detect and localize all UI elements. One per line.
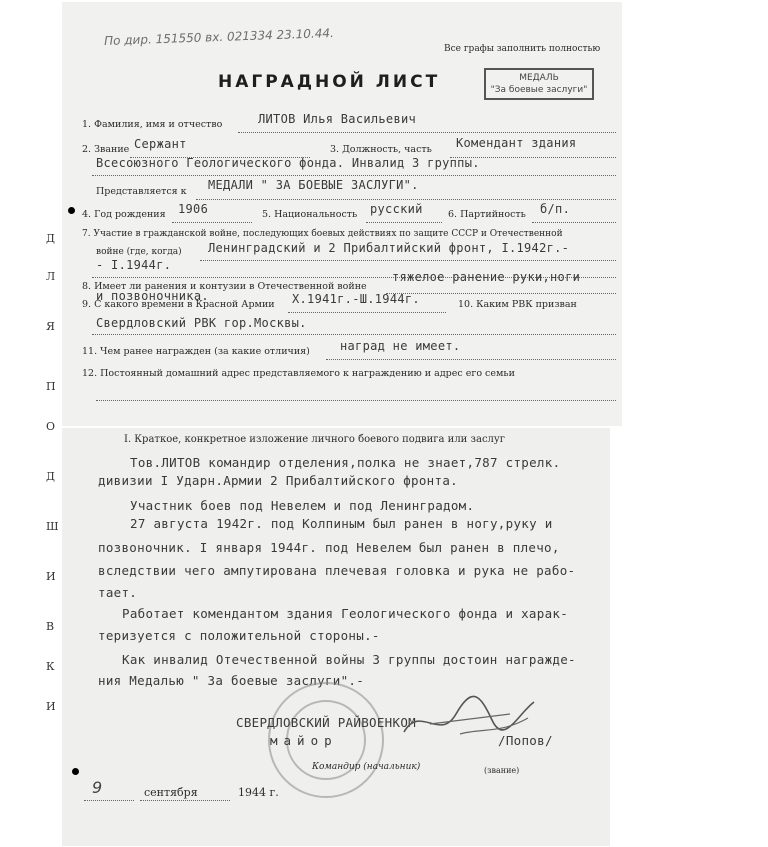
dotted-line — [366, 222, 442, 223]
side-letter: О — [46, 420, 56, 433]
position-value-continued: Всесоюзного Геологического фонда. Инвалид 3 группы. — [96, 156, 480, 170]
text-line: Участник боев под Невелем и под Ленинградом. — [130, 498, 475, 513]
war-service-value-continued: - I.1944г. — [96, 258, 172, 272]
rank-value: Сержант — [134, 137, 187, 151]
dotted-line — [196, 199, 616, 200]
field-label: 4. Год рождения — [82, 209, 166, 220]
dotted-line — [532, 222, 616, 223]
field-label: 9. С какого времени в Красной Армии — [82, 299, 275, 310]
field-label: 11. Чем ранее награжден (за какие отличия) — [82, 346, 310, 357]
text-line: тает. — [98, 585, 138, 600]
side-letter: Я — [46, 320, 55, 333]
zvanie-label: (звание) — [484, 766, 520, 775]
field-label: войне (где, когда) — [96, 247, 182, 257]
dotted-line — [326, 359, 616, 360]
nationality-value: русский — [370, 202, 423, 216]
text-line: Как инвалид Отечественной войны 3 группы достоин награжде- — [122, 652, 576, 667]
punch-hole — [72, 768, 79, 775]
birth-year-value: 1906 — [178, 202, 209, 216]
commander-label: Командир (начальник) — [312, 762, 421, 772]
army-since-value: X.1941г.-Ш.1944г. — [292, 292, 420, 306]
signature-rank: майор — [270, 733, 338, 748]
date-month: сентября — [144, 786, 198, 799]
field-label: Представляется к — [96, 186, 187, 197]
field-label: 2. Звание — [82, 144, 130, 155]
side-letter: Ш — [46, 520, 59, 533]
text-line: позвоночник. I января 1944г. под Невелем был ранен в плечо, — [98, 540, 560, 555]
stamp-line: "За боевые заслуги" — [490, 85, 588, 95]
war-service-value: Ленинградский и 2 Прибалтийский фронт, I.1942г.- — [208, 241, 570, 255]
field-label: 5. Национальность — [262, 209, 358, 220]
dotted-line — [172, 222, 252, 223]
dotted-line — [84, 800, 134, 801]
field-label: 8. Имеет ли ранения и контузии в Отечественной войне — [82, 281, 367, 292]
wounds-value: тяжелое ранение руки,ноги — [392, 270, 581, 284]
date-year: 1944 г. — [238, 786, 279, 799]
text-line: 27 августа 1942г. под Колпиным был ранен в ногу,руку и — [130, 516, 553, 531]
side-letter: П — [46, 380, 56, 393]
text-line: теризуется с положительной стороны.- — [98, 628, 380, 643]
previous-awards-value: наград не имеет. — [340, 339, 461, 353]
dotted-line — [386, 293, 616, 294]
side-letter: Д — [46, 470, 55, 483]
dotted-line — [288, 312, 446, 313]
field-label: 7. Участие в гражданской войне, последующих боевых действиях по защите СССР и Отечественной — [82, 229, 563, 239]
side-letter: К — [46, 660, 55, 673]
fill-notice: Все графы заполнить полностью — [444, 44, 601, 54]
side-letter: Д — [46, 232, 55, 245]
page-title: НАГРАДНОЙ ЛИСТ — [218, 72, 441, 92]
full-name-value: ЛИТОВ Илья Васильевич — [258, 112, 417, 126]
field-label: 3. Должность, часть — [330, 144, 432, 155]
side-letter: В — [46, 620, 55, 633]
text-line: ния Медалью " За боевые заслуги".- — [98, 673, 365, 688]
field-label: 1. Фамилия, имя и отчество — [82, 119, 223, 130]
party-value: б/п. — [540, 202, 571, 216]
field-label: 10. Каким РВК призван — [458, 299, 577, 310]
dotted-line — [92, 175, 616, 176]
rvk-value: Свердловский РВК гор.Москвы. — [96, 316, 307, 330]
text-line: вследствии чего ампутирована плечевая головка и рука не рабо- — [98, 563, 576, 578]
dotted-line — [200, 260, 616, 261]
section-heading: I. Краткое, конкретное изложение личного боевого подвига или заслуг — [124, 434, 506, 445]
dotted-line — [92, 334, 616, 335]
date-day: 9 — [92, 778, 103, 797]
position-value: Комендант здания — [456, 136, 577, 150]
handwritten-note: По дир. 151550 вх. 021334 23.10.44. — [103, 25, 335, 49]
punch-hole — [68, 207, 75, 214]
dotted-line — [140, 800, 230, 801]
award-value: МЕДАЛИ " ЗА БОЕВЫЕ ЗАСЛУГИ". — [208, 178, 419, 192]
wounds-value-continued: и позвоночника. — [96, 289, 209, 303]
dotted-line — [96, 400, 616, 401]
dotted-line — [238, 132, 616, 133]
field-label: 6. Партийность — [448, 209, 526, 220]
side-letter: Л — [46, 270, 56, 283]
field-label: 12. Постоянный домашний адрес представляемого к награждению и адрес его семьи — [82, 368, 515, 379]
signature-org: СВЕРДЛОВСКИЙ РАЙВОЕНКОМ — [236, 715, 416, 730]
side-letter: И — [46, 700, 56, 713]
handwritten-signature — [400, 684, 540, 754]
text-line: дивизии I Ударн.Армии 2 Прибалтийского фронта. — [98, 473, 458, 488]
medal-stamp — [484, 68, 594, 100]
text-line: Работает комендантом здания Геологического фонда и харак- — [122, 606, 569, 621]
side-letter: И — [46, 570, 56, 583]
signature-name: /Попов/ — [498, 733, 553, 748]
text-line: Тов.ЛИТОВ командир отделения,полка не знает,787 стрелк. — [130, 455, 561, 470]
stamp-line: МЕДАЛЬ — [519, 73, 559, 83]
